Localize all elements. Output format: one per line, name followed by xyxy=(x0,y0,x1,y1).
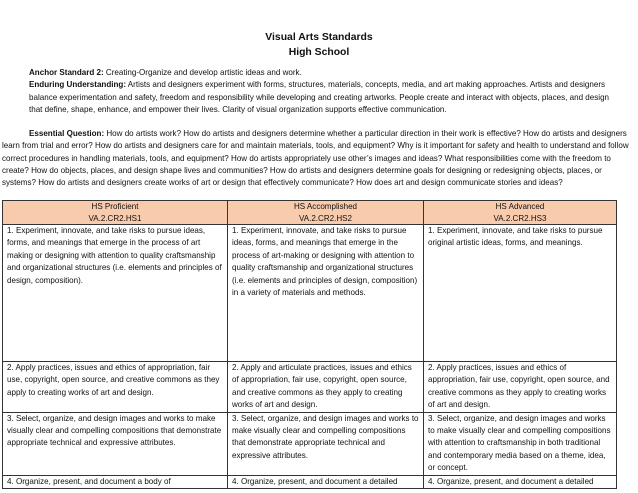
essential-question-label: Essential Question: xyxy=(29,129,105,138)
table-cell xyxy=(3,362,228,413)
table-row xyxy=(3,362,617,413)
header-level: HS Advanced xyxy=(495,202,545,211)
enduring-understanding-label: Enduring Understanding: xyxy=(29,80,127,90)
cell-text: 2. Apply practices, issues and ethics of appropriation, fair use, copyright, open source, and creative commons as they apply to creating works of art and design. xyxy=(428,363,610,410)
table-cell xyxy=(424,412,617,475)
cell-text: 1. Experiment, innovate, and take risks to pursue ideas, forms, and meanings that emerge in the process of art making or designing with attention to quality craftsmanship and organizational structures (i.e. elements and principles of design, composition). xyxy=(7,226,222,285)
cell-text: 3. Select, organize, and design images and works to make visually clear and compelling compositions that demonstrate appropriate technical and expressive attributes. xyxy=(7,413,222,448)
document-title: Visual Arts Standards xyxy=(265,32,373,43)
cell-text: 4. Organize, present, and document a detailed xyxy=(428,476,594,486)
table-cell xyxy=(3,475,228,488)
enduring-understanding xyxy=(29,79,615,116)
table-row xyxy=(3,412,617,475)
table-header-row xyxy=(3,201,617,225)
cell-text: 2. Apply and articulate practices, issues and ethics of appropriation, fair use, copyright, open source, and creative commons as they apply to creating works of art and design. xyxy=(232,363,412,410)
table-cell xyxy=(228,225,424,362)
enduring-understanding-text: Artists and designers experiment with forms, structures, materials, concepts, media, and art making approaches. Artists and designers balance experimentation and safety, freedom and responsibility while developing and creating artworks. People create and interact with objects, places, and design that define, shape, enhance, and empower their lives. Clarity of visual organization supports effective communication. xyxy=(29,80,610,114)
table-cell xyxy=(228,475,424,488)
cell-text: 3. Select, organize, and design images and works to make visually clear and compelling compositions that demonstrate appropriate technical and expressive attributes. xyxy=(232,413,419,460)
table-cell xyxy=(424,225,617,362)
table-cell xyxy=(228,412,424,475)
anchor-standard-text: Creating-Organize and develop artistic ideas and work. xyxy=(103,68,302,77)
table-cell xyxy=(424,362,617,413)
table-row xyxy=(3,475,617,488)
cell-text: 4. Organize, present, and document a detailed xyxy=(232,476,398,486)
standard-intro xyxy=(29,67,615,116)
anchor-standard-label: Anchor Standard 2: xyxy=(29,68,104,77)
table-cell xyxy=(3,412,228,475)
document-subtitle: High School xyxy=(288,47,350,58)
header-cell-accomplished xyxy=(228,201,424,225)
cell-text: 1. Experiment, innovate, and take risks to pursue original artistic ideas, forms, and meanings. xyxy=(428,226,603,248)
header-cell-advanced xyxy=(424,201,617,225)
cell-text: 4. Organize, present, and document a body of xyxy=(7,476,171,486)
table-cell xyxy=(228,362,424,413)
essential-question xyxy=(2,128,636,189)
table-cell xyxy=(3,225,228,362)
essential-question-text: How do artists work? How do artists and designers determine whether a particular direction in their work is effective? How do artists and designers learn from trial and error? How do artists and designers care for and maintain materials, tools, and equipment? Why is it important for safety and health to understand and follow correct procedures in handling materials, tools, and equipment? How do artists appropriately use other’s images and ideas? What responsibilities come with the freedom to create? How do objects, places, and design shape lives and communities? How do artists and designers determine goals for designing or redesigning objects, places, or systems? How do artists and designers create works of art or design that effectively communicate? How does art and design communicate stories and ideas? xyxy=(2,129,629,188)
cell-text: 3. Select, organize, and design images and works to make visually clear and compelling compositions with attention to craftsmanship in both traditional and contemporary media based on a theme, idea, or concept. xyxy=(428,413,611,473)
header-cell-proficient xyxy=(3,201,228,225)
cell-text: 2. Apply practices, issues and ethics of appropriation, fair use, copyright, open source, and creative commons as they apply to creating works of art and design. xyxy=(7,363,220,397)
essential-question-block xyxy=(2,128,636,189)
cell-text: 1. Experiment, innovate, and take risks to pursue ideas, forms, and meanings that emerge in the process of art-making or designing with attention to quality craftsmanship and organizational structures (i.e. elements and principles of design, composition) in a variety of materials and methods. xyxy=(232,226,418,298)
table-cell xyxy=(424,475,617,488)
standards-table xyxy=(2,200,617,489)
header-code: VA.2.CR2.HS2 xyxy=(298,213,353,223)
header-level: HS Accomplished xyxy=(293,202,358,211)
table-row xyxy=(3,225,617,362)
anchor-standard xyxy=(29,67,615,79)
header-code: VA.2.CR2.HS1 xyxy=(88,213,142,223)
header-code: VA.2.CR2.HS3 xyxy=(493,213,547,223)
header-level: HS Proficient xyxy=(91,202,139,211)
